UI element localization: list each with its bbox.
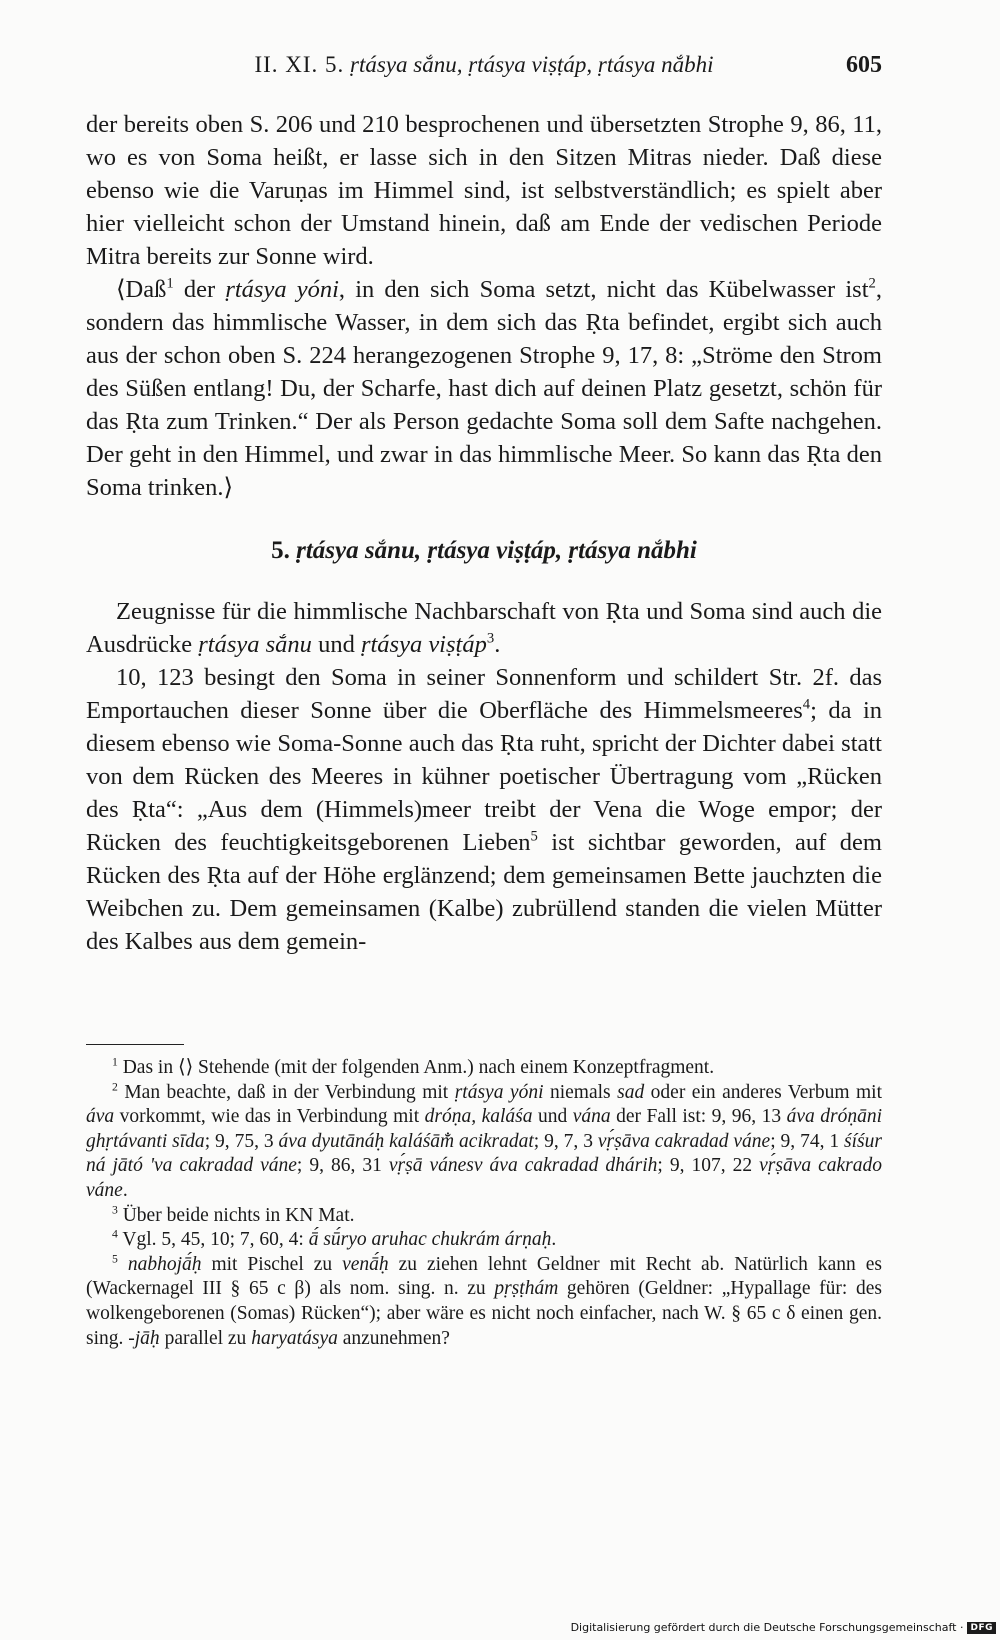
sanskrit-term: ṛtásya viṣṭáp: [360, 631, 487, 658]
text-run: , in den sich Soma setzt, nicht das Kübelwasser ist: [338, 276, 869, 303]
page-number: 605: [846, 52, 882, 78]
footnote-ref-2[interactable]: 2: [868, 275, 876, 292]
sanskrit-term: -jāḥ: [128, 1327, 160, 1349]
text-run: und: [311, 631, 361, 658]
footnote-ref-3[interactable]: 3: [486, 630, 495, 647]
text-run: Zeugnisse für die himmlische Nachbarschaft von Ṛta und Soma sind auch die Ausdrücke: [86, 598, 882, 658]
footnote-5: [86, 1253, 882, 1351]
text-run: .: [122, 1179, 128, 1201]
footnote-mark: 5: [112, 1252, 118, 1266]
footnotes: [86, 1056, 882, 1351]
sanskrit-term: vána: [572, 1106, 611, 1128]
text-run: gehören (Geldner: „Hypallage für: des wolkengeborenen (Somas) Rücken“); aber wäre es nicht noch einfacher, nach W. § 65 c δ einen gen. sing.: [86, 1278, 882, 1349]
footnote-2: [86, 1081, 882, 1204]
sanskrit-term: áva dróṇāni ghṛtávanti sīda: [86, 1106, 883, 1152]
footnote-4: [86, 1228, 882, 1253]
sanskrit-term: ṛtásya yóni: [454, 1081, 544, 1103]
footnote-mark: 3: [112, 1202, 118, 1216]
sanskrit-term: sad: [617, 1081, 645, 1103]
paragraph-2: [86, 273, 882, 504]
running-title-text: ṛtásya sắnu, ṛtásya viṣṭáp, ṛtásya nắbhi: [350, 52, 714, 77]
text-run: oder ein anderes Verbum mit: [644, 1081, 882, 1103]
text-run: Vgl. 5, 45, 10; 7, 60, 4:: [117, 1229, 309, 1251]
text-run: zu ziehen lehnt Geldner mit Recht ab. Natürlich kann es (Wackernagel III § 65 c β) als nom. sing. n. zu: [86, 1253, 882, 1300]
text-run: .: [494, 631, 501, 658]
footer-text: Digitalisierung gefördert durch die Deutsche Forschungsgemeinschaft ·: [570, 1621, 964, 1634]
sanskrit-term: nabhojā́ḥ: [117, 1253, 202, 1275]
text-run: der Fall ist: 9, 96, 13: [610, 1106, 787, 1128]
footnote-ref-1[interactable]: 1: [166, 275, 174, 292]
text-run: niemals: [543, 1081, 618, 1103]
paragraph-3: [86, 595, 882, 661]
text-run: ; 9, 107, 22: [657, 1155, 760, 1177]
footnote-mark: 4: [112, 1227, 118, 1241]
footnote-mark: 1: [112, 1055, 118, 1069]
text-run: ; 9, 74, 1: [770, 1130, 845, 1152]
dfg-logo-icon: DFG: [967, 1622, 996, 1634]
sanskrit-term: vṛ́ṣāva cakradad váne: [597, 1130, 771, 1152]
text-run: ; 9, 86, 31: [296, 1155, 389, 1177]
text-run: und: [532, 1106, 573, 1128]
text-run: , sondern das himmlische Wasser, in dem sich das Ṛta befindet, ergibt sich auch aus der schon oben S. 224 herangezogenen Strophe 9, 17, 8: „Ströme den Strom des Süßen entlang! Du, der Scharfe, hast dich auf deinen Platz gesetzt, schön für das Ṛta zum Trinken.“ Der als Person gedachte Soma soll dem Safte nachgehen. Der geht in den Himmel, und zwar in das himmlische Meer. So kann das Ṛta den Soma trinken.⟩: [86, 276, 882, 501]
text-run: ; 9, 75, 3: [204, 1130, 279, 1152]
text-run: ; da in diesem ebenso wie Soma-Sonne auch das Ṛta ruht, spricht der Dichter dabei statt von dem Rücken des Meeres in kühner poetischer Übertragung vom „Rücken des Ṛta“: „Aus dem (Himmels)meer treibt der Vena die Woge empor; der Rücken des feuchtigkeitsgeborenen Lieben: [86, 697, 882, 856]
running-title: [86, 52, 882, 78]
sanskrit-term: dróṇa, kaláśa: [424, 1106, 533, 1128]
paragraph-4: [86, 661, 882, 958]
footnote-mark: 2: [112, 1080, 118, 1093]
sanskrit-term: áva dyutānáḥ kaláśām̐ acikradat: [278, 1130, 534, 1152]
footnote-1: [86, 1056, 882, 1081]
footnote-separator: [86, 1044, 184, 1045]
sanskrit-term: pṛṣṭhám: [494, 1278, 559, 1300]
chapter-reference: II. XI. 5.: [254, 52, 345, 77]
text-run: parallel zu: [159, 1327, 252, 1349]
text-run: ist sichtbar geworden, auf dem Rücken des Ṛta auf der Höhe erglänzend; dem gemeinsamen Bette jauchzten die Weibchen zu. Dem gemeinsamen (Kalbe) zubrüllend standen die vielen Mütter des Kalbes aus dem gemein-: [86, 829, 882, 955]
sanskrit-term: vṛ́ṣāva cakrado váne: [86, 1155, 883, 1201]
sanskrit-term: ṛtásya sắnu: [198, 631, 312, 658]
sanskrit-term: vṛ́ṣā vánesv áva cakradad dhárih: [388, 1155, 658, 1177]
section-heading: [86, 534, 882, 567]
section-title-text: ṛtásya sắnu, ṛtásya viṣṭáp, ṛtásya nắbhi: [296, 537, 697, 564]
text-run: mit Pischel zu: [201, 1253, 343, 1275]
footnote-ref-4[interactable]: 4: [802, 696, 811, 713]
text-run: .: [551, 1229, 557, 1251]
sanskrit-term: áva: [86, 1106, 115, 1128]
sanskrit-term: ṛtásya yóni: [225, 276, 339, 303]
text-run: ⟨Daß: [116, 276, 167, 303]
running-header: [86, 52, 882, 92]
sanskrit-term: śíśur ná jātó 'va cakradad váne: [86, 1130, 882, 1177]
footnote-ref-5[interactable]: 5: [530, 828, 538, 845]
footnote-3: [86, 1204, 882, 1229]
text-run: 10, 123 besingt den Soma in seiner Sonnenform und schildert Str. 2f. das Emportauchen dieser Sonne über die Oberfläche des Himmelsmeeres: [86, 664, 882, 724]
digitization-footer: [571, 1621, 996, 1634]
text-run: der: [173, 276, 226, 303]
text-run: ; 9, 7, 3: [533, 1130, 598, 1152]
sanskrit-term: haryatásya: [251, 1327, 338, 1349]
sanskrit-term: venā́ḥ: [342, 1253, 389, 1275]
text-run: vorkommt, wie das in Verbindung mit: [114, 1106, 425, 1128]
paragraph-1: der bereits oben S. 206 und 210 besprochenen und übersetzten Strophe 9, 86, 11, wo es von Soma heißt, er lasse sich in den Sitzen Mitras nieder. Daß diese ebenso wie die Varuṇas im Himmel sind, ist selbstverständlich; es spielt aber hier vielleicht schon der Umstand hinein, daß am Ende der vedischen Periode Mitra bereits zur Sonne wird.: [86, 111, 882, 270]
text-run: anzunehmen?: [337, 1327, 450, 1349]
main-text: [86, 108, 882, 958]
text-run: Man beachte, daß in der Verbindung mit: [117, 1081, 455, 1103]
section-number: 5.: [271, 537, 290, 564]
sanskrit-term: ā́ sū́ryo aruhac chukrám árṇaḥ: [308, 1229, 552, 1251]
footnote-text: Über beide nichts in KN Mat.: [117, 1204, 355, 1226]
footnote-text: Das in ⟨⟩ Stehende (mit der folgenden Anm.) nach einem Konzeptfragment.: [117, 1057, 715, 1078]
